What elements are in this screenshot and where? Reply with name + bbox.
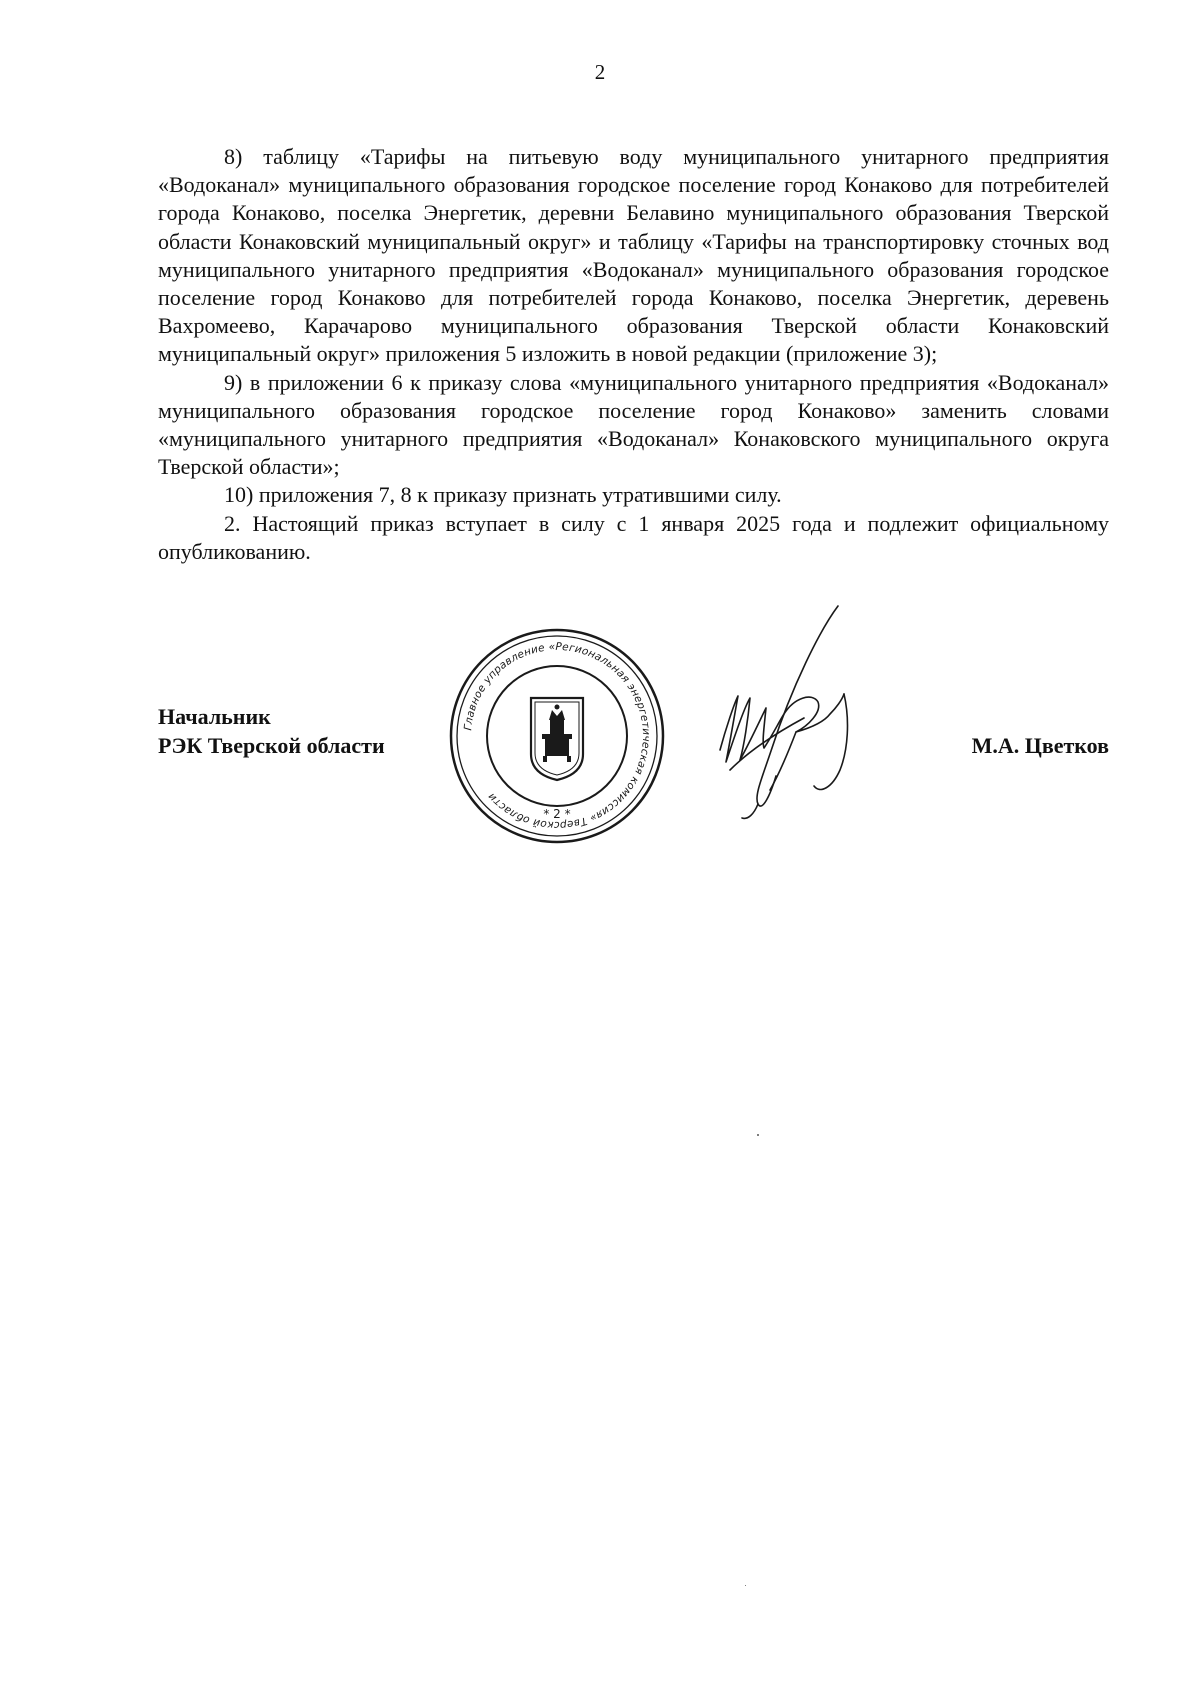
signer-title-line1: Начальник — [158, 704, 271, 729]
scan-speck — [757, 1134, 759, 1136]
handwritten-signature-icon — [700, 600, 930, 840]
scan-speck — [745, 1585, 746, 1586]
paragraph-item-8: 8) таблицу «Тарифы на питьевую воду муниципального унитарного предприятия «Водоканал» муниципального образования городское поселение город Конаково для потребителей города Конаково, поселка Энергетик, деревни Белавино муниципального образования Тверской области Конаковский муниципальный округ» и таблицу «Тарифы на транспортировку сточных вод муниципального унитарного предприятия «Водоканал» муниципального образования городское поселение город Конаково для потребителей города Конаково, поселка Энергетик, деревень Вахромеево, Карачарово муниципального образования Тверской области Конаковский муниципальный округ» приложения 5 изложить в новой редакции (приложение 3); — [158, 144, 1109, 367]
paragraph-item-9: 9) в приложении 6 к приказу слова «муниципального унитарного предприятия «Водоканал» муниципального образования городское поселение город Конаково» заменить словами «муниципального унитарного предприятия «Водоканал» Конаковского муниципального округа Тверской области»; — [158, 369, 1109, 480]
page-number: 2 — [594, 60, 606, 84]
official-seal-icon — [447, 626, 667, 846]
document-body — [158, 143, 1109, 566]
paragraph-item-10: 10) приложения 7, 8 к приказу признать утратившими силу. — [224, 482, 782, 508]
paragraph-effective-date: 2. Настоящий приказ вступает в силу с 1 января 2025 года и подлежит официальному опубликованию. — [158, 510, 1109, 564]
seal-number: * 2 * — [543, 807, 571, 821]
coat-of-arms-icon — [531, 698, 583, 780]
signer-title — [158, 702, 385, 760]
signer-name: М.А. Цветков — [971, 733, 1109, 758]
signer-title-line2: РЭК Тверской области — [158, 733, 385, 758]
seal-ring-text: Главное управление «Региональная энергетическая комиссия» Тверской области — [462, 640, 653, 832]
